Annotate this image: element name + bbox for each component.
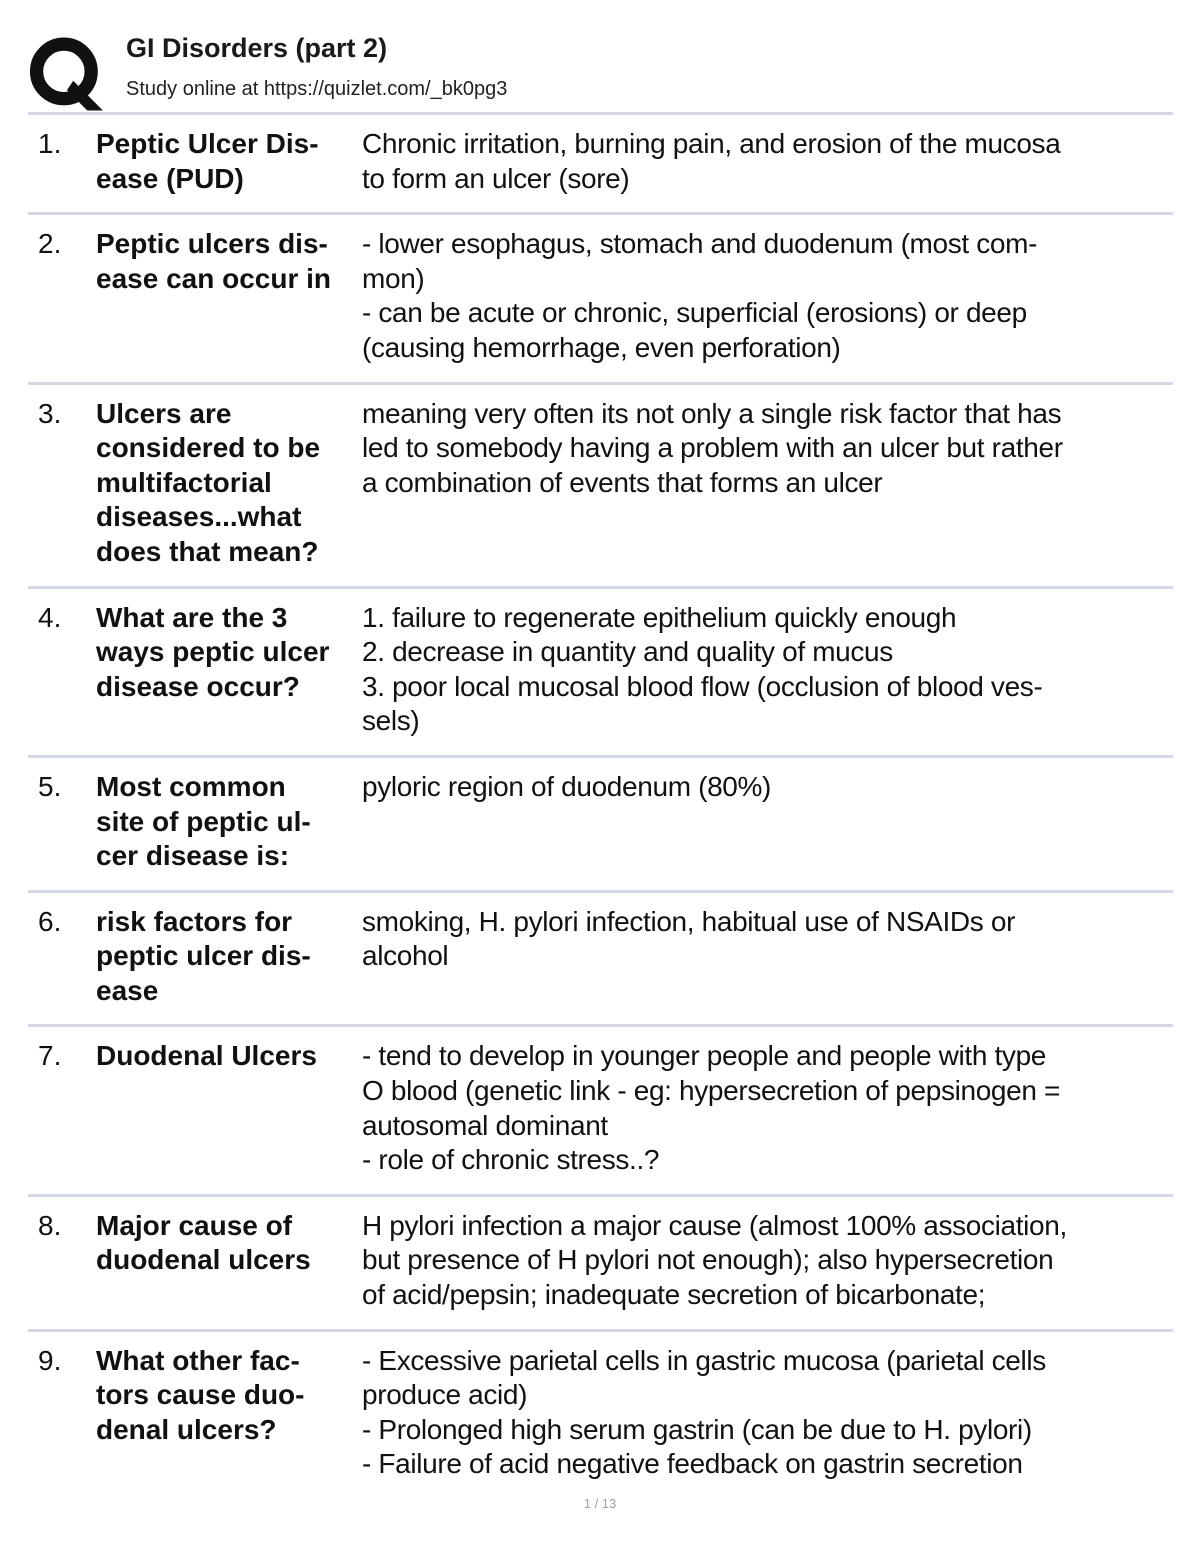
card-term: Major cause of duodenal ulcers [96, 1209, 311, 1276]
page-number: 1 / 13 [583, 1496, 617, 1511]
flashcard-row [28, 385, 1173, 589]
flashcard-list [28, 115, 1173, 1498]
card-number: 6. [38, 905, 62, 937]
flashcard-row [28, 758, 1173, 893]
card-number: 9. [38, 1344, 62, 1376]
card-definition: - lower esophagus, stomach and duodenum (most com- mon) - can be acute or chronic, superficial (erosions) or deep (causing hemorrhage, even perforation) [362, 228, 1038, 363]
card-number: 3. [38, 397, 62, 429]
flashcard-row [28, 1332, 1173, 1498]
card-term: What other fac- tors cause duo- denal ulcers? [96, 1344, 305, 1445]
study-online-link[interactable]: Study online at https://quizlet.com/_bk0pg3 [126, 78, 508, 100]
card-term: What are the 3 ways peptic ulcer disease occur? [96, 601, 330, 702]
flashcard-row [28, 589, 1173, 758]
card-definition: 1. failure to regenerate epithelium quickly enough 2. decrease in quantity and quality of mucus 3. poor local mucosal blood flow (occlusion of blood ves- sels) [362, 601, 1043, 737]
card-number: 8. [38, 1209, 62, 1241]
card-term: Ulcers are considered to be multifactorial diseases...what does that mean? [96, 397, 321, 567]
flashcard-row [28, 115, 1173, 215]
flashcard-row [28, 1197, 1173, 1332]
card-number: 7. [38, 1040, 62, 1072]
card-term: Peptic Ulcer Dis- ease (PUD) [96, 128, 319, 194]
card-definition: pyloric region of duodenum (80%) [362, 770, 772, 802]
card-term: Peptic ulcers dis- ease can occur in [96, 228, 332, 294]
card-term: risk factors for peptic ulcer dis- ease [96, 905, 311, 1006]
page-title: GI Disorders (part 2) [126, 33, 388, 63]
card-definition: H pylori infection a major cause (almost 100% association, but presence of H pylori not enough); also hypersecretion of acid/pepsin; inadequate secretion of bicarbonate; [362, 1209, 1067, 1311]
flashcard-row [28, 1027, 1173, 1196]
quizlet-q-logo-icon [28, 34, 106, 112]
card-definition: smoking, H. pylori infection, habitual use of NSAIDs or alcohol [362, 905, 1016, 972]
card-number: 4. [38, 601, 62, 633]
card-number: 2. [38, 228, 62, 260]
card-term: Duodenal Ulcers [96, 1040, 317, 1072]
card-definition: - Excessive parietal cells in gastric mucosa (parietal cells produce acid) - Prolonged high serum gastrin (can be due to H. pylori) - Failure of acid negative feedback on gastrin secretion [362, 1344, 1046, 1480]
card-definition: - tend to develop in younger people and people with type O blood (genetic link - eg: hypersecretion of pepsinogen = autosomal dominant - role of chronic stress..? [362, 1040, 1061, 1176]
card-definition: Chronic irritation, burning pain, and erosion of the mucosa to form an ulcer (sore) [362, 128, 1061, 194]
card-term: Most common site of peptic ul- cer disease is: [96, 770, 311, 872]
flashcard-row [28, 215, 1173, 384]
card-number: 1. [38, 128, 62, 159]
card-definition: meaning very often its not only a single risk factor that has led to somebody having a problem with an ulcer but rather a combination of events that forms an ulcer [362, 397, 1063, 498]
page-header [28, 28, 1178, 112]
card-number: 5. [38, 770, 62, 802]
flashcard-row [28, 893, 1173, 1028]
